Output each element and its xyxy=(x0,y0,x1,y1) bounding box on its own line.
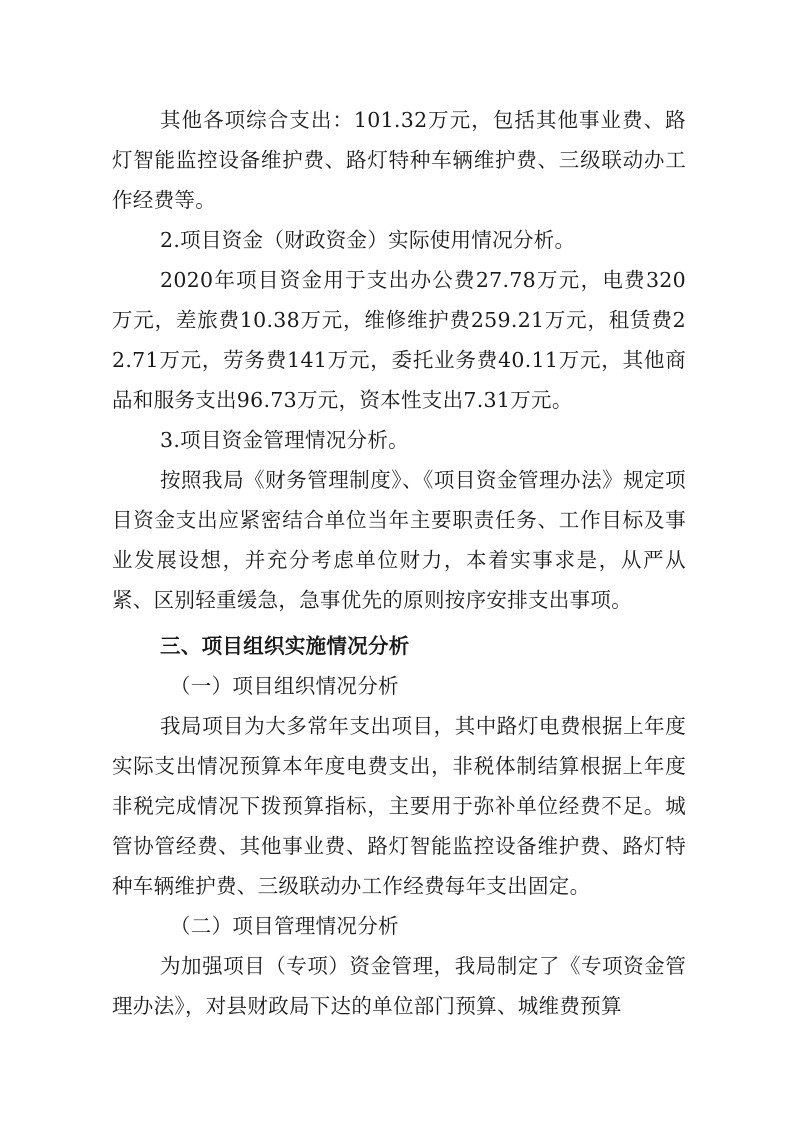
document-page xyxy=(112,100,686,1026)
subsection-1-title: （一）项目组织情况分析 xyxy=(170,674,399,698)
item-3-title: 3.项目资金管理情况分析。 xyxy=(160,428,409,452)
subsection-2-title: （二）项目管理情况分析 xyxy=(170,914,399,938)
paragraph-fund-management: 按照我局《财务管理制度》、《项目资金管理办法》规定项目资金支出应紧密结合单位当年主要职责任务、工作目标及事业发展设想，并充分考虑单位财力，本着实事求是，从严从紧、区别轻重缓急，急事优先的原则按序安排支出事项。 xyxy=(112,468,686,612)
section-3-heading: 三、项目组织实施情况分析 xyxy=(160,634,410,658)
paragraph-project-organization: 我局项目为大多常年支出项目，其中路灯电费根据上年度实际支出情况预算本年度电费支出，非税体制结算根据上年度非税完成情况下拨预算指标，主要用于弥补单位经费不足。城管协管经费、其他事业费、路灯智能监控设备维护费、路灯特种车辆维护费、三级联动办工作经费每年支出固定。 xyxy=(112,714,686,898)
paragraph-fund-usage: 2020年项目资金用于支出办公费27.78万元，电费320万元，差旅费10.38万元，维修维护费259.21万元，租赁费22.71万元，劳务费141万元，委托业务费40.11万元，其他商品和服务支出96.73万元，资本性支出7.31万元。 xyxy=(112,268,686,412)
item-2-title: 2.项目资金（财政资金）实际使用情况分析。 xyxy=(160,228,576,252)
paragraph-project-management: 为加强项目（专项）资金管理，我局制定了《专项资金管理办法》，对县财政局下达的单位部门预算、城维费预算 xyxy=(112,954,686,1018)
paragraph-other-expenses: 其他各项综合支出：101.32万元，包括其他事业费、路灯智能监控设备维护费、路灯特种车辆维护费、三级联动办工作经费等。 xyxy=(112,108,686,212)
